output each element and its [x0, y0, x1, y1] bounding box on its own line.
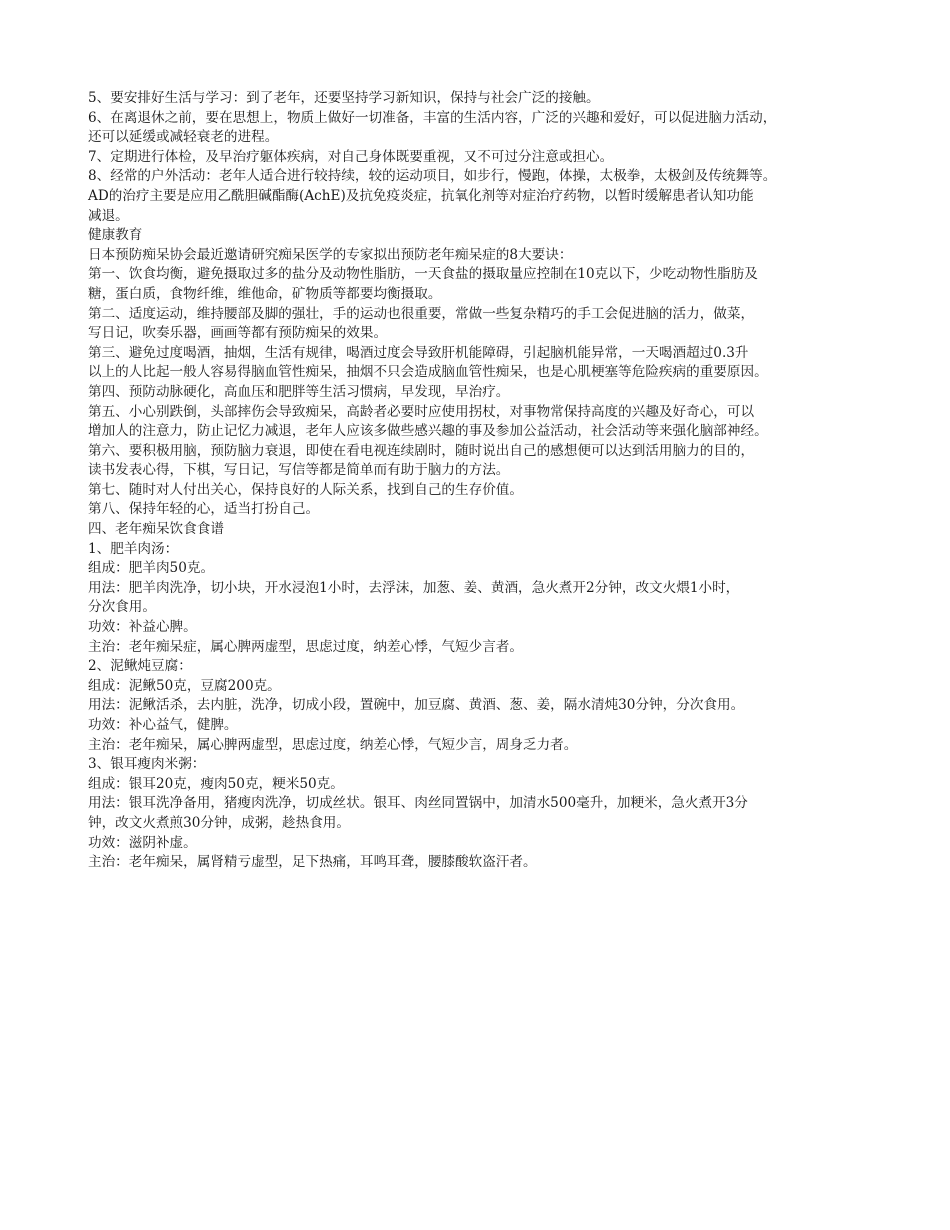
text-line: 功效：补心益气，健脾。: [88, 717, 238, 733]
text-line: 用法：肥羊肉洗净，切小块，开水浸泡1小时，去浮沫，加葱、姜、黄酒，急火煮开2分钟，改文火煨1小时，: [88, 579, 740, 596]
text-line: 第七、随时对人付出关心，保持良好的人际关系，找到自己的生存价值。: [88, 481, 523, 498]
text-line: AD的治疗主要是应用乙酰胆碱酯酶(AchE)及抗免疫炎症，抗氧化剂等对症治疗药物，以暂时缓解患者认知功能: [88, 187, 754, 204]
text-line: 读书发表心得，下棋，写日记，写信等都是简单而有助于脑力的方法。: [88, 462, 510, 479]
text-line: 第八、保持年轻的心，适当打扮自己。: [88, 501, 320, 518]
text-line: 增加人的注意力，防止记忆力减退，老年人应该多做些感兴趣的事及参加公益活动，社会活动等来强化脑部神经。: [88, 423, 768, 440]
text-line: 第四、预防动脉硬化，高血压和肥胖等生活习惯病，早发现，早治疗。: [88, 383, 510, 400]
text-line: 减退。: [88, 207, 129, 224]
recipe-title: 1、肥羊肉汤：: [88, 540, 179, 557]
text-line: 功效：滋阴补虚。: [88, 834, 197, 851]
text-line: 钟，改文火煮煎30分钟，成粥，趁热食用。: [88, 814, 350, 831]
text-line: 分次食用。: [88, 599, 156, 616]
text-line: 组成：肥羊肉50克。: [88, 560, 215, 577]
text-line: 用法：泥鳅活杀，去内脏，洗净，切成小段，置碗中，加豆腐、黄酒、葱、姜，隔水清炖30分钟，分次食用。: [88, 697, 745, 714]
text-line: 第六、要积极用脑，预防脑力衰退，即使在看电视连续剧时，随时说出自己的感想便可以达到活用脑力的目的，: [88, 442, 755, 459]
text-line: 主治：老年痴呆，属肾精亏虚型，足下热痛，耳鸣耳聋，腰膝酸软盗汗者。: [88, 854, 537, 871]
text-line: 糖，蛋白质，食物纤维，维他命，矿物质等都要均衡摄取。: [88, 285, 442, 302]
text-line: 还可以延缓或减轻衰老的进程。: [88, 129, 279, 146]
text-line: 功效：补益心脾。: [88, 619, 197, 636]
text-line: 组成：泥鳅50克，豆腐200克。: [88, 677, 281, 694]
recipe-title: 3、银耳瘦肉米粥：: [88, 756, 206, 773]
section-heading: 健康教育: [88, 227, 143, 244]
text-line: 第三、避免过度喝酒，抽烟，生活有规律，喝酒过度会导致肝机能障碍，引起脑机能异常，一天喝酒超过0.3升: [88, 344, 749, 361]
text-line: 用法：银耳洗净备用，猪瘦肉洗净，切成丝状。银耳、肉丝同置锅中，加清水500毫升，加粳米，急火煮开3分: [88, 795, 748, 812]
text-line: 第五、小心别跌倒，头部摔伤会导致痴呆，高龄者必要时应使用拐杖，对事物常保持高度的兴趣及好奇心，可以: [88, 403, 755, 420]
text-line: 第一、饮食均衡，避免摄取过多的盐分及动物性脂肪，一天食盐的摄取量应控制在10克以下，少吃动物性脂肪及: [88, 266, 758, 283]
recipe-title: 2、泥鳅炖豆腐：: [88, 658, 192, 675]
text-line: 以上的人比起一般人容易得脑血管性痴呆，抽烟不只会造成脑血管性痴呆，也是心肌梗塞等危险疾病的重要原因。: [88, 364, 768, 381]
text-line: 写日记，吹奏乐器，画画等都有预防痴呆的效果。: [88, 325, 388, 342]
text-line: 第二、适度运动，维持腰部及脚的强壮，手的运动也很重要，常做一些复杂精巧的手工会促进脑的活力，做菜，: [88, 305, 755, 322]
text-line: 5、要安排好生活与学习：到了老年，还要坚持学习新知识，保持与社会广泛的接触。: [88, 90, 600, 106]
text-line: 6、在离退休之前，要在思想上，物质上做好一切准备，丰富的生活内容，广泛的兴趣和爱好，可以促进脑力活动，: [88, 109, 777, 126]
text-line: 日本预防痴呆协会最近邀请研究痴呆医学的专家拟出预防老年痴呆症的8大要诀：: [88, 246, 573, 263]
text-line: 主治：老年痴呆，属心脾两虚型，思虑过度，纳差心悸，气短少言，周身乏力者。: [88, 736, 578, 753]
text-line: 7、定期进行体检，及早治疗躯体疾病，对自己身体既要重视，又不可过分注意或担心。: [88, 148, 614, 165]
text-line: 组成：银耳20克，瘦肉50克，粳米50克。: [88, 775, 344, 792]
text-line: 8、经常的户外活动：老年人适合进行较持续，较的运动项目，如步行，慢跑，体操，太极拳，太极剑及传统舞等。: [88, 168, 777, 185]
document-body: [88, 89, 878, 873]
section-heading: 四、老年痴呆饮食食谱: [88, 521, 224, 538]
text-line: 主治：老年痴呆症，属心脾两虚型，思虑过度，纳差心悸，气短少言者。: [88, 638, 523, 655]
